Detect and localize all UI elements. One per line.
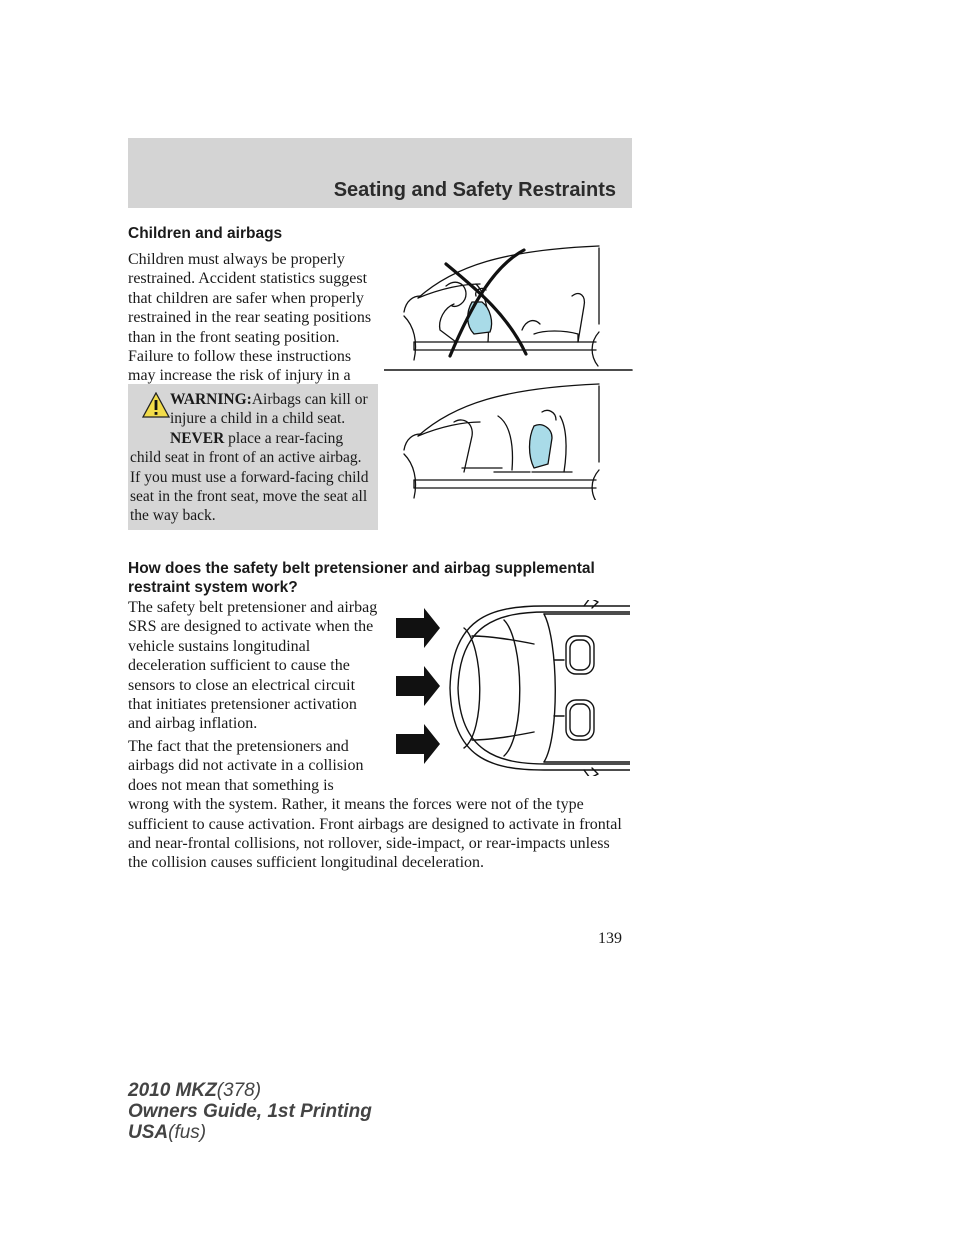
children-airbags-paragraph: Children must always be properly restrained. Accident statistics suggest that children are safer when properly restrained in the rear seating positions than in the front seating position. Failure to follow these instructions may increase the risk of injury in a (128, 251, 372, 385)
warning-box (128, 384, 378, 530)
footer-market-code: (fus) (168, 1122, 207, 1143)
children-airbags-heading: Children and airbags (128, 225, 283, 242)
warning-text-2: place a rear-facing child seat in front of an active airbag. If you must use a forward-facing child seat in the front seat, move the seat all the way back. (130, 429, 369, 525)
footer-market: USA (128, 1122, 169, 1143)
footer-model-code: (378) (216, 1080, 262, 1101)
footer-model: 2010 MKZ (128, 1080, 217, 1101)
pretensioner-heading: How does the safety belt pretensioner and airbag supplemental restraint system work? (128, 560, 595, 596)
print-footer (128, 1080, 372, 1143)
pretensioner-paragraph-1: The safety belt pretensioner and airbag SRS are designed to activate when the vehicle sustains longitudinal deceleration sufficient to cause the sensors to close an electrical circuit that initiates pretensioner activation and airbag inflation. (128, 599, 378, 733)
page-number: 139 (598, 930, 622, 947)
pretensioner-paragraph-2: The fact that the pretensioners and airbags did not activate in a collision does not mean that something is wrong with the system. Rather, it means the forces were not of the type sufficient to cause activation. Front airbags are designed to activate in frontal and near-frontal collisions, not rollover, side-impact, or rear-impacts unless the collision causes sufficient longitudinal deceleration. (128, 738, 622, 872)
warning-text (128, 390, 374, 526)
child-seat-figure (384, 238, 634, 500)
warning-text-1: Airbags can kill or injure a child in a child seat. (170, 391, 368, 428)
footer-printing: Owners Guide, 1st Printing (128, 1101, 372, 1122)
warning-label: WARNING: (170, 391, 252, 408)
frontal-impact-figure (394, 600, 630, 776)
section-title: Seating and Safety Restraints (333, 179, 616, 201)
warning-never: NEVER (170, 429, 225, 447)
page-header (128, 138, 632, 208)
